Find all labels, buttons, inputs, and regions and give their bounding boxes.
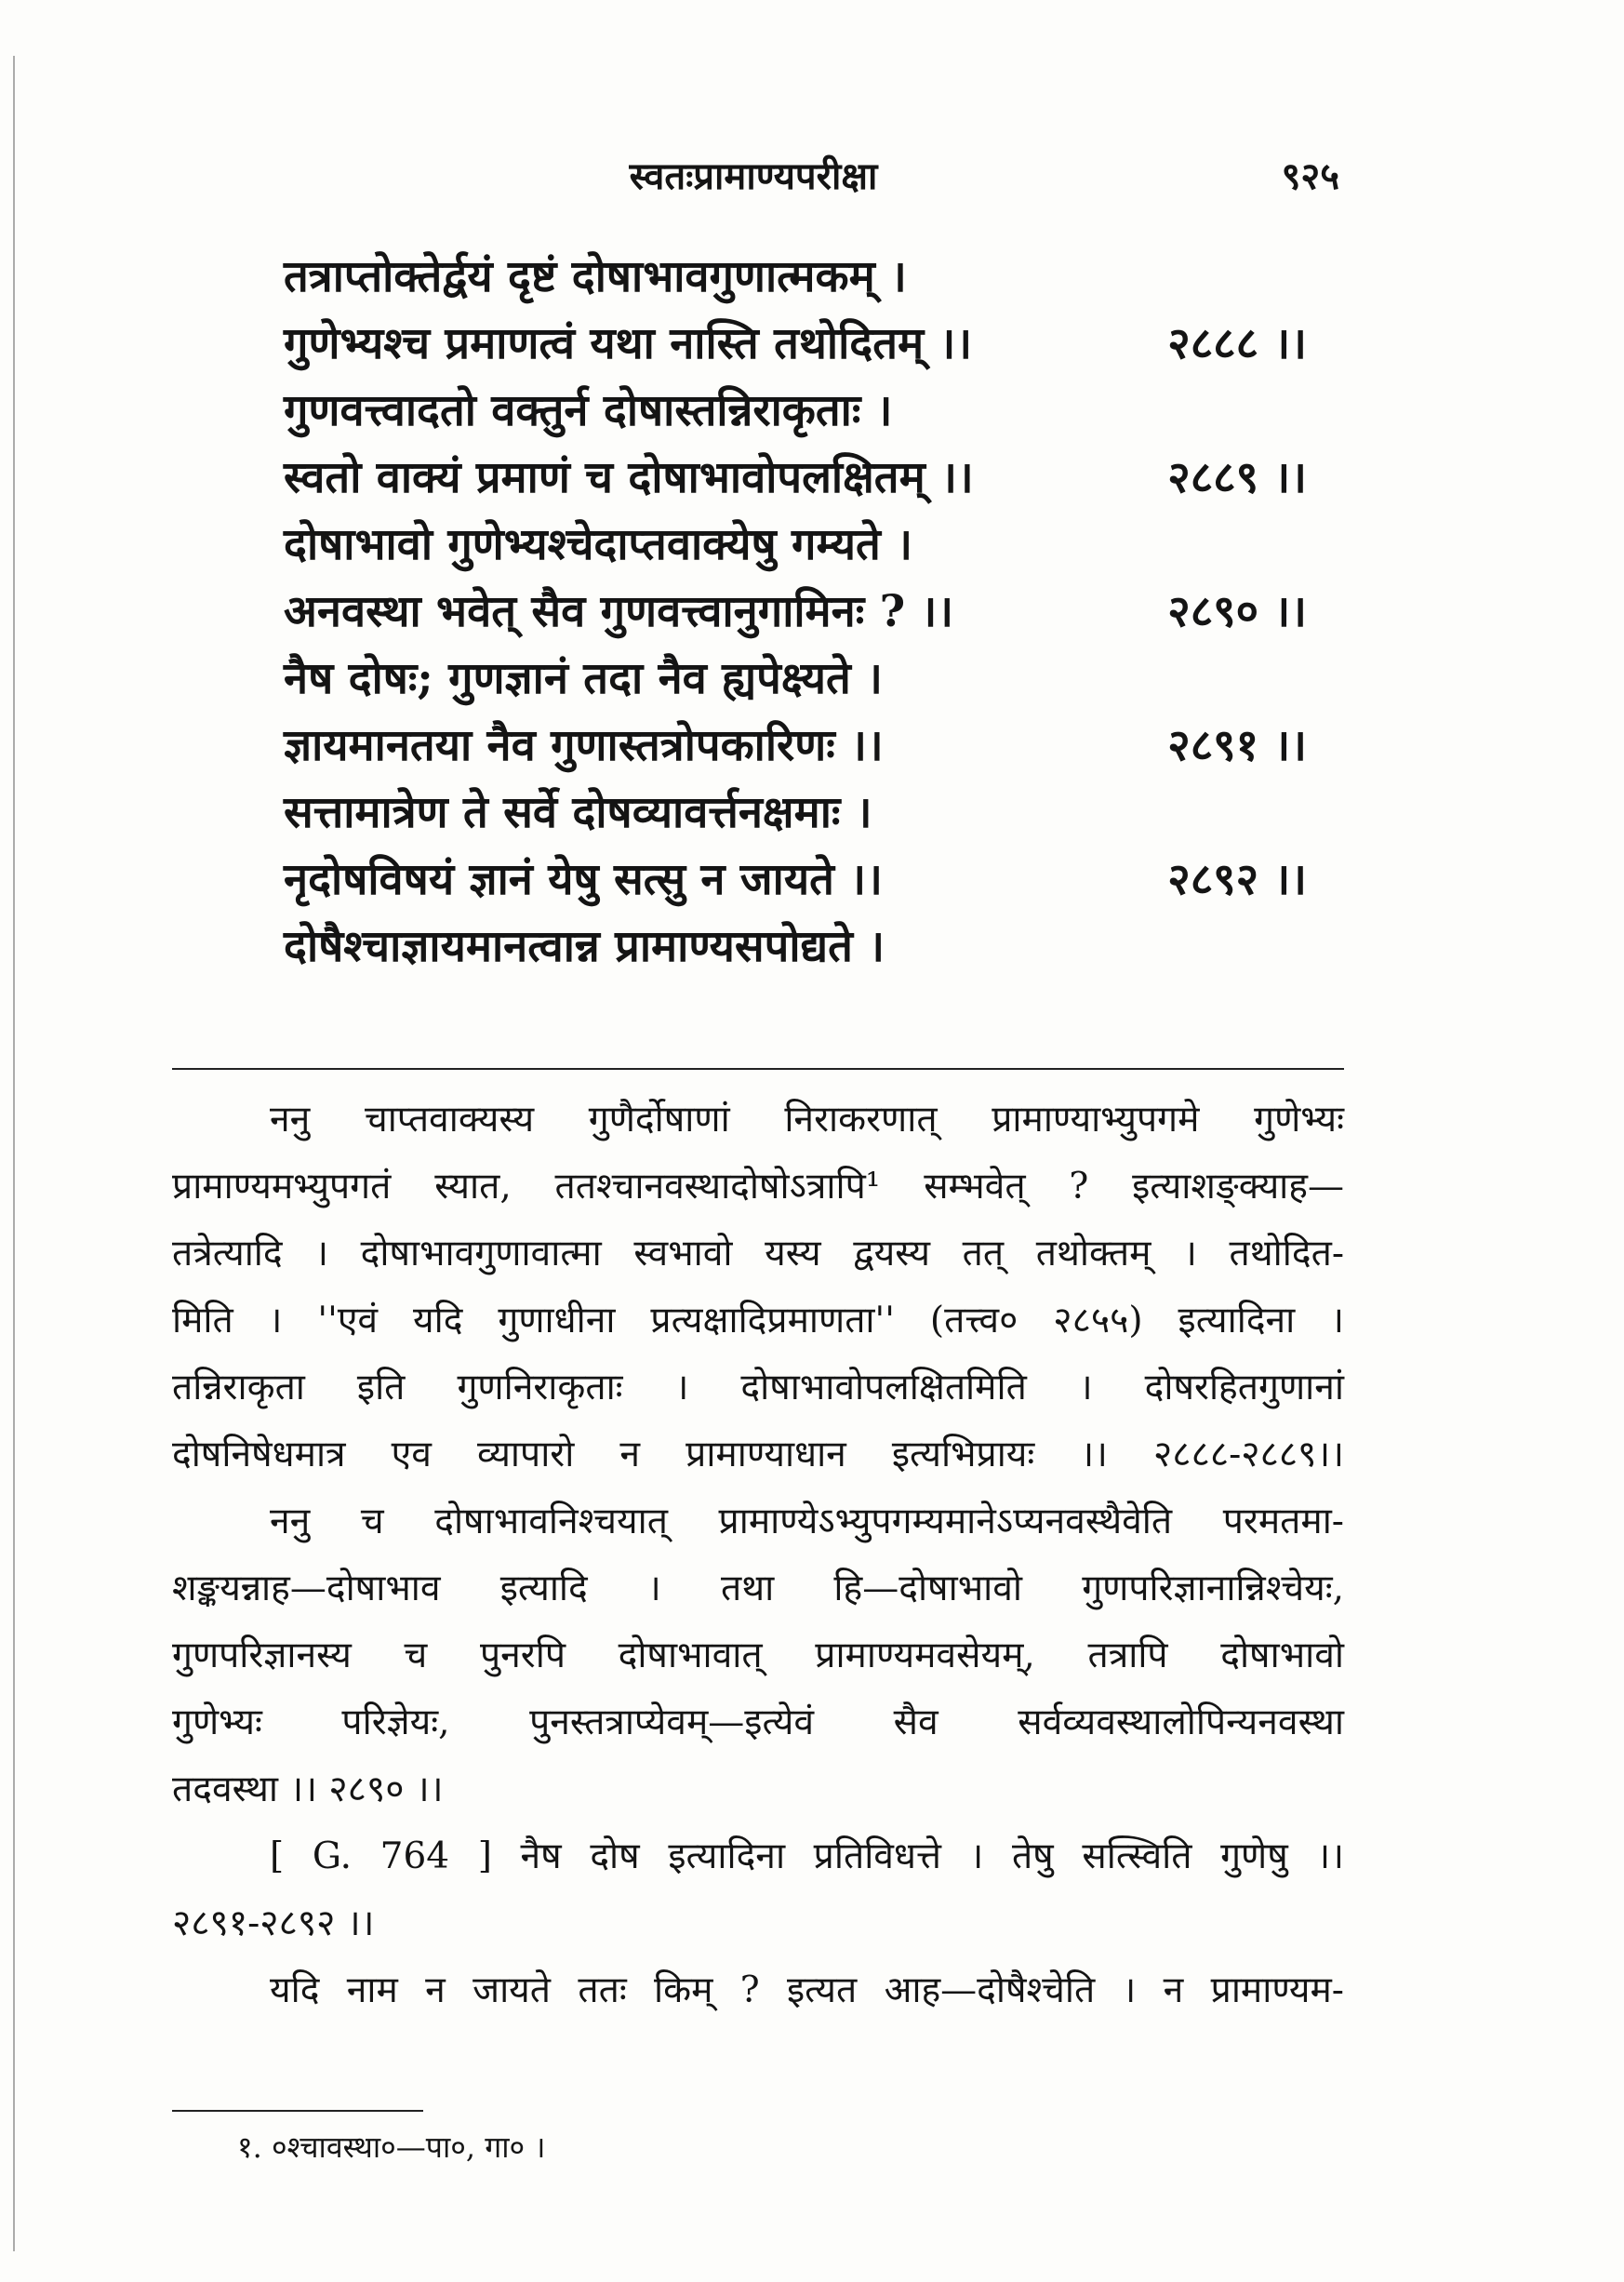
commentary-line: प्रामाण्यमभ्युपगतं स्यात, ततश्चानवस्थादोषोऽत्रापि¹ सम्भवेत् ? इत्याशङ्क्याह— xyxy=(172,1166,1344,1208)
verse-text: सत्तामात्रेण ते सर्वे दोषव्यावर्त्तनक्षमाः । xyxy=(284,787,872,838)
verse-text: नृदोषविषयं ज्ञानं येषु सत्सु न जायते ।। xyxy=(284,854,883,905)
verse-number: २८८८ ।। xyxy=(1167,318,1307,369)
verse-line xyxy=(284,579,1307,646)
verse-number: २८९१ ।। xyxy=(1167,720,1307,771)
verse-text: स्वतो वाक्यं प्रमाणं च दोषाभावोपलक्षितम् ।। xyxy=(284,452,974,503)
commentary-block xyxy=(172,1087,1344,2024)
commentary-line: २८९१-२८९२ ।। xyxy=(172,1902,375,1944)
commentary-line: गुणपरिज्ञानस्य च पुनरपि दोषाभावात् प्रामाण्यमवसेयम्, तत्रापि दोषाभावो xyxy=(172,1635,1344,1676)
verse-line xyxy=(284,244,1307,311)
commentary-line: गुणेभ्यः परिज्ञेयः, पुनस्तत्राप्येवम्—इत्येवं सैव सर्वव्यवस्थालोपिन्यनवस्था xyxy=(172,1701,1344,1743)
verse-text: दोषैश्चाज्ञायमानत्वान्न प्रामाण्यसपोद्यते । xyxy=(284,921,885,972)
verse-text: गुणेभ्यश्च प्रमाणत्वं यथा नास्ति तथोदितम् ।। xyxy=(284,318,973,369)
verse-line xyxy=(284,780,1307,847)
verse-line xyxy=(284,512,1307,579)
verse-line xyxy=(284,914,1307,981)
commentary-line: ननु चाप्तवाक्यस्य गुणैर्दोषाणां निराकरणात् प्रामाण्याभ्युपगमे गुणेभ्यः xyxy=(270,1099,1344,1141)
verse-text: अनवस्था भवेत् सैव गुणवत्त्वानुगामिनः ? ।। xyxy=(284,586,954,637)
commentary-line: तदवस्था ।। २८९० ।। xyxy=(172,1768,444,1810)
verse-number: २८९२ ।। xyxy=(1167,854,1307,905)
footnote-divider xyxy=(172,2110,423,2112)
verse-block xyxy=(284,244,1307,981)
commentary-line: मिति । ''एवं यदि गुणाधीना प्रत्यक्षादिप्रमाणता'' (तत्त्व० २८५५) इत्यादिना । xyxy=(172,1300,1344,1341)
running-title: स्वतःप्रामाण्यपरीक्षा xyxy=(629,154,878,198)
commentary-line: शङ्कयन्नाह—दोषाभाव इत्यादि । तथा हि—दोषाभावो गुणपरिज्ञानान्निश्चेयः, xyxy=(172,1568,1344,1609)
verse-text: दोषाभावो गुणेभ्यश्चेदाप्तवाक्येषु गम्यते । xyxy=(284,519,913,570)
verse-line xyxy=(284,378,1307,445)
commentary-line: तन्निराकृता इति गुणनिराकृताः । दोषाभावोपलक्षितमिति । दोषरहितगुणानां xyxy=(172,1367,1344,1408)
verse-line xyxy=(284,445,1307,512)
page-edge-line xyxy=(13,56,15,2251)
commentary-line: ननु च दोषाभावनिश्चयात् प्रामाण्येऽभ्युपगम्यमानेऽप्यनवस्थैवेति परमतमा- xyxy=(270,1501,1344,1542)
verse-text: ज्ञायमानतया नैव गुणास्तत्रोपकारिणः ।। xyxy=(284,720,884,771)
verse-line xyxy=(284,646,1307,713)
verse-number: २८८९ ।। xyxy=(1167,452,1307,503)
running-header xyxy=(167,140,1339,205)
commentary-line: तत्रेत्यादि । दोषाभावगुणावात्मा स्वभावो यस्य द्वयस्य तत् तथोक्तम् । तथोदित- xyxy=(172,1233,1344,1274)
verse-line xyxy=(284,713,1307,780)
verse-text: गुणवत्त्वादतो वक्तुर्न दोषास्तन्निराकृताः । xyxy=(284,385,893,436)
page-number: ९२५ xyxy=(1281,154,1339,198)
commentary-line: दोषनिषेधमात्र एव व्यापारो न प्रामाण्याधान इत्यभिप्रायः ।। २८८८-२८८९।। xyxy=(172,1434,1344,1475)
verse-text: तत्राप्तोक्तेर्द्वयं दृष्टं दोषाभावगुणात्मकम् । xyxy=(284,251,907,302)
verse-text: नैष दोषः; गुणज्ञानं तदा नैव ह्यपेक्ष्यते । xyxy=(284,653,883,704)
section-divider xyxy=(172,1068,1344,1070)
verse-number: २८९० ।। xyxy=(1167,586,1307,637)
verse-line xyxy=(284,847,1307,914)
commentary-line: [ G. 764 ] नैष दोष इत्यादिना प्रतिविधत्ते । तेषु सत्स्विति गुणेषु ।। xyxy=(270,1835,1344,1877)
commentary-line: यदि नाम न जायते ततः किम् ? इत्यत आह—दोषैश्चेति । न प्रामाण्यम- xyxy=(270,1969,1344,2011)
verse-line xyxy=(284,311,1307,378)
footnote: १. ०श्चावस्था०—पा०, गा० । xyxy=(237,2129,546,2165)
